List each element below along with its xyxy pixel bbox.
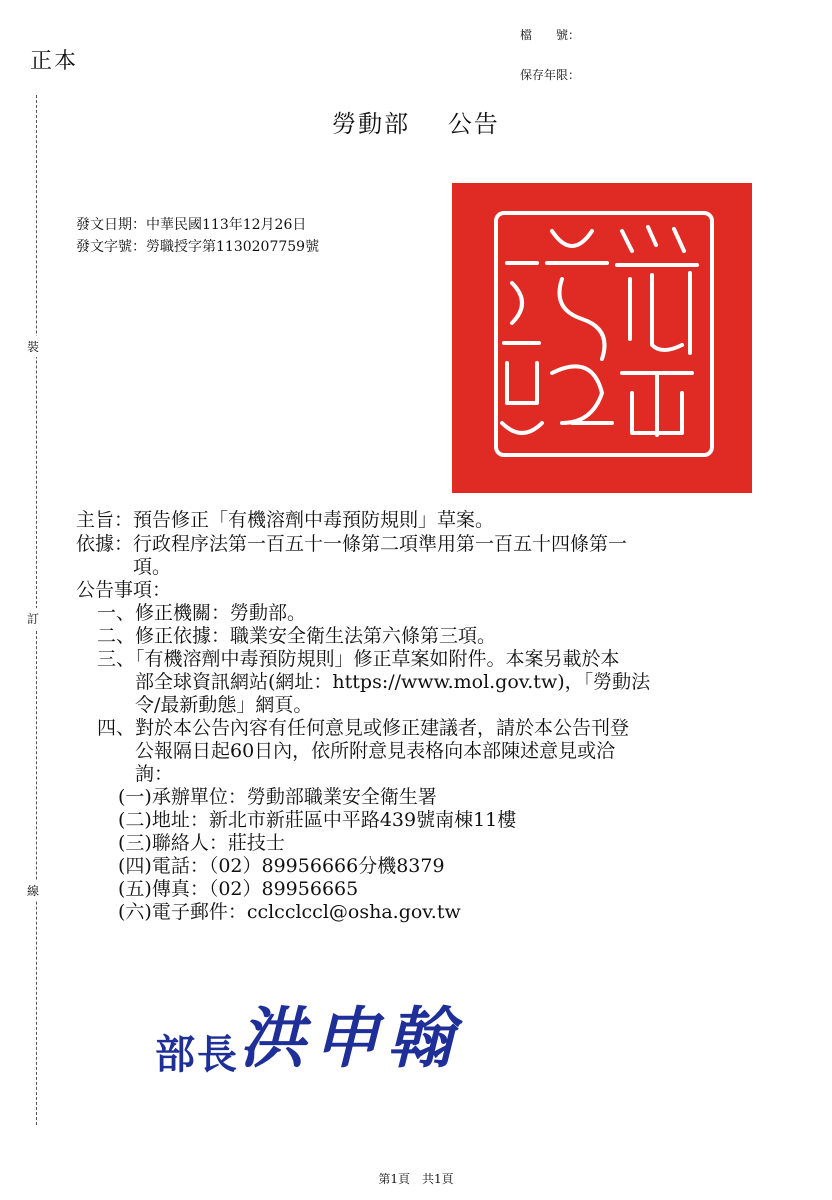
item-4-line-3: 詢： <box>135 763 174 785</box>
issue-ref <box>76 236 319 256</box>
basis <box>76 533 627 556</box>
item-3-line-1: 三、「有機溶劑中毒預防規則」修正草案如附件。本案另載於本 <box>97 648 620 670</box>
contact-person: (三)聯絡人：莊技士 <box>118 832 285 854</box>
binding-mark-xian: 線 <box>27 880 39 901</box>
title-doc-type: 公告 <box>447 110 500 138</box>
footer-page: 第1頁 <box>378 1172 410 1186</box>
basis-label: 依據： <box>76 533 134 555</box>
item-3-line-2: 部全球資訊網站(網址：https://www.mol.gov.tw)，「勞動法 <box>135 671 651 693</box>
subject-label: 主旨： <box>76 509 134 531</box>
copy-label: 正本 <box>30 49 79 74</box>
item-3-line-3: 令/最新動態」網頁。 <box>135 694 313 716</box>
contact-unit: (一)承辦單位：勞動部職業安全衛生署 <box>118 786 437 808</box>
seal-graphic <box>452 183 752 493</box>
issue-ref-value: 勞職授字第1130207759號 <box>146 239 320 255</box>
contact-phone: (四)電話：（02）89956666分機8379 <box>118 855 445 877</box>
minister-signature <box>155 985 461 1080</box>
issue-ref-label: 發文字號： <box>76 239 146 255</box>
retention-label: 保存年限： <box>520 68 581 82</box>
contact-address: (二)地址：新北市新莊區中平路439號南棟11樓 <box>118 809 517 831</box>
issue-date-value: 中華民國113年12月26日 <box>146 217 307 233</box>
issue-date-label: 發文日期： <box>76 217 146 233</box>
page-title <box>0 104 832 139</box>
basis-line-2: 項。 <box>133 556 172 578</box>
minister-name: 洪申翰 <box>239 999 461 1077</box>
contact-fax: (五)傳真：（02）89956665 <box>118 878 359 900</box>
minister-rank: 部長 <box>155 1031 239 1078</box>
official-seal <box>452 183 752 493</box>
basis-line-1: 行政程序法第一百五十一條第二項準用第一百五十四條第一 <box>133 533 628 555</box>
binding-mark-zhuang: 裝 <box>27 336 39 357</box>
contact-email: (六)電子郵件：cclcclccl@osha.gov.tw <box>118 901 461 923</box>
items-label: 公告事項： <box>76 579 172 601</box>
title-org: 勞動部 <box>332 110 411 138</box>
footer-total: 共1頁 <box>422 1172 454 1186</box>
item-4-line-2: 公報隔日起60日內，依所附意見表格向本部陳述意見或洽 <box>135 740 616 762</box>
page-footer <box>0 1170 832 1187</box>
binding-mark-ding: 訂 <box>27 608 39 629</box>
issue-date <box>76 214 306 234</box>
file-number-label: 檔 號： <box>520 28 581 42</box>
item-4-line-1: 四、對於本公告內容有任何意見或修正建議者，請於本公告刊登 <box>97 717 630 739</box>
item-1: 一、修正機關：勞動部。 <box>97 602 307 624</box>
subject-text: 預告修正「有機溶劑中毒預防規則」草案。 <box>133 509 495 531</box>
subject <box>76 509 494 532</box>
item-2: 二、修正依據：職業安全衛生法第六條第三項。 <box>97 625 497 647</box>
